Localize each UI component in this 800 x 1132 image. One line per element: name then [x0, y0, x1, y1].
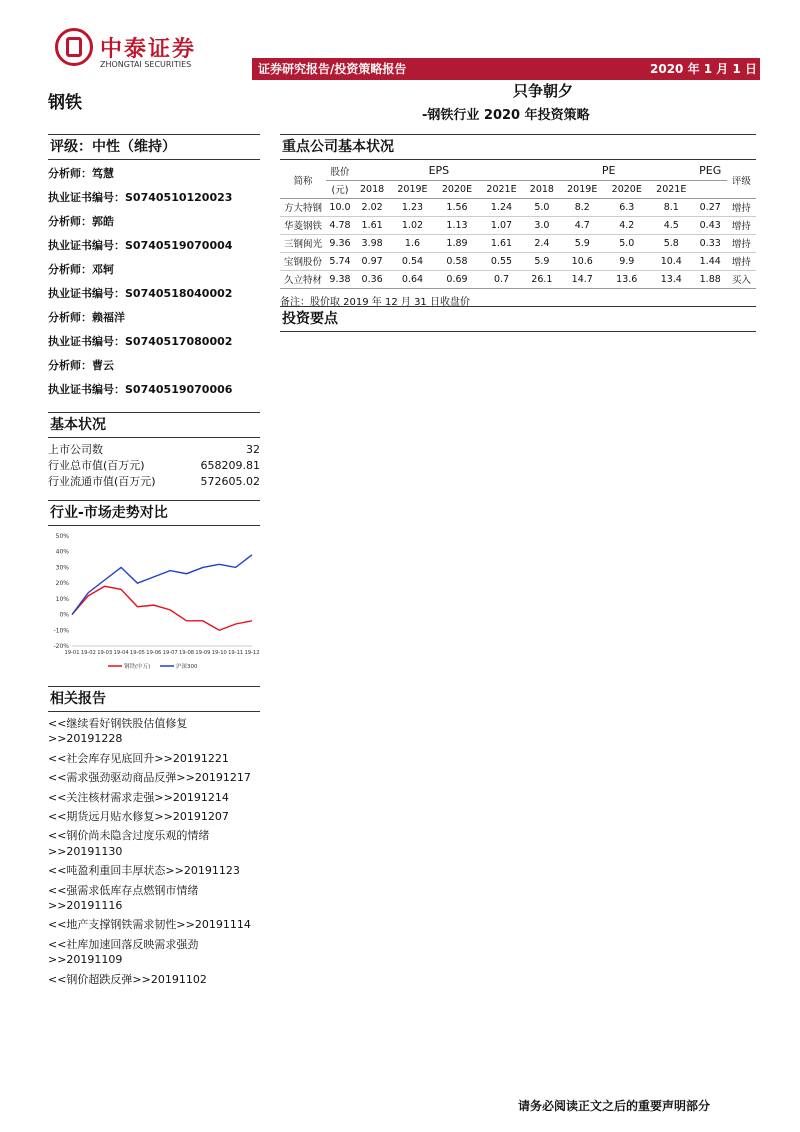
series-line-0 [72, 586, 252, 630]
y-tick-label: 0% [59, 611, 69, 619]
x-tick-label: 19-01 [64, 650, 80, 656]
footer-note: 请务必阅读正文之后的重要声明部分 [518, 1099, 711, 1113]
col-peg: PEG [699, 164, 722, 178]
table-row: 华菱钢铁 4.78 1.61 1.02 1.13 1.07 3.0 4.7 4.2 4.5 0.43 增持 [280, 216, 756, 234]
y-tick-label: 50% [55, 533, 69, 540]
x-tick-label: 19-03 [97, 650, 113, 656]
x-tick-label: 19-09 [195, 650, 211, 656]
x-tick-label: 19-06 [146, 650, 162, 656]
cert-label: 执业证书编号：S0740518040002 [48, 287, 233, 300]
analyst-list [48, 162, 260, 402]
related-report-link[interactable]: <<继续看好钢铁股估值修复>>20191228 [48, 717, 188, 746]
legend-label: 钢铁(中万) [124, 664, 151, 670]
x-tick-label: 19-04 [113, 650, 129, 656]
trend-chart [48, 528, 260, 678]
y-tick-label: 30% [55, 564, 69, 572]
related-reports [48, 716, 260, 987]
analyst-label: 分析师：邓轲 [48, 263, 114, 276]
related-report-link[interactable]: <<社会库存见底回升>>20191221 [48, 751, 229, 765]
basic-status-title: 基本状况 [48, 412, 260, 438]
cert-label: 执业证书编号：S0740519070004 [48, 239, 233, 252]
company-name-en: ZHONGTAI SECURITIES [100, 60, 192, 69]
cert-label: 执业证书编号：S0740519070006 [48, 383, 233, 396]
table-note: 备注：股价取 2019 年 12 月 31 日收盘价 [280, 296, 470, 308]
col-eps: EPS [428, 164, 450, 178]
related-report-link[interactable]: <<期货远月贴水修复>>20191207 [48, 810, 229, 824]
table-row: 久立特材 9.38 0.36 0.64 0.69 0.7 26.1 14.7 13.6 13.4 1.88 买入 [280, 270, 756, 288]
col-name: 简称 [293, 175, 313, 187]
series-line-1 [72, 555, 252, 615]
y-tick-label: -10% [53, 627, 69, 635]
y-tick-label: 40% [55, 548, 69, 556]
table-row: 方大特钢 10.0 2.02 1.23 1.56 1.24 5.0 8.2 6.3 8.1 0.27 增持 [280, 198, 756, 216]
x-tick-label: 19-05 [129, 650, 145, 656]
report-type: 证券研究报告/投资策略报告 [258, 62, 407, 76]
related-report-link[interactable]: <<地产支撑钢铁需求韧性>>20191114 [48, 918, 251, 932]
related-report-link[interactable]: <<吨盈利重回丰厚状态>>20191123 [48, 864, 240, 878]
industry-name: 钢铁 [48, 93, 82, 113]
table-row: 三钢闽光 9.36 3.98 1.6 1.89 1.61 2.4 5.9 5.0 5.8 0.33 增持 [280, 234, 756, 252]
related-reports-title: 相关报告 [48, 686, 260, 712]
table-row: 宝钢股份 5.74 0.97 0.54 0.58 0.55 5.9 10.6 9.9 10.4 1.44 增持 [280, 252, 756, 270]
analyst-label: 分析师：郭皓 [48, 215, 114, 228]
analyst-label: 分析师：赖福洋 [48, 311, 125, 324]
related-report-link[interactable]: <<需求强劲驱动商品反弹>>20191217 [48, 771, 251, 785]
x-tick-label: 19-07 [162, 650, 178, 656]
analyst-label: 分析师：笃慧 [48, 167, 114, 180]
companies-title: 重点公司基本状况 [280, 134, 756, 160]
y-tick-label: 20% [55, 580, 69, 588]
col-price: 股价 [330, 166, 350, 178]
report-title: 只争朝夕 [513, 82, 574, 100]
report-date: 2020 年 1 月 1 日 [650, 62, 757, 76]
related-report-link[interactable]: <<钢价尚未隐含过度乐观的情绪>>20191130 [48, 829, 210, 858]
legend-label: 沪深300 [176, 664, 198, 670]
cert-label: 执业证书编号：S0740517080002 [48, 335, 233, 348]
x-tick-label: 19-10 [211, 650, 227, 656]
related-report-link[interactable]: <<关注核材需求走强>>20191214 [48, 790, 229, 804]
rating: 评级：中性（维持） [48, 134, 260, 160]
companies-table: 简称 股价 EPS PE PEG 评级 (元) 2018 2019E 2020E 2021E 2018 2019E 2020E 2021E 方大特钢 10.0 2.02 1.23 1.56 1.24 5.0 8.2 6.3 8.1 0.27 增持 华菱钢铁 4.78 1.61 1.02 1.13 1.07 3.0 4.7 4.2 4.5 0.43 增持 三钢闽光 9.36 3.98 1.6 1.89 1.61 2.4 5.9 5.0 5.8 0.33 增持 宝钢股份 5.74 0.97 0.54 0.58 0.55 5.9 10.6 9.9 10.4 1.44 增持 久立特材 9.38 0.36 0.64 0.69 0.7 26.1 14.7 13.6 13.4 1.88 买入 [280, 162, 756, 289]
related-report-link[interactable]: <<社库加速回落反映需求强劲>>20191109 [48, 937, 199, 967]
points-title: 投资要点 [280, 306, 756, 332]
basic-status: 上市公司数 32 行业总市值(百万元) 658209.81 行业流通市值(百万元) 572605.02 [48, 443, 260, 488]
x-tick-label: 19-02 [80, 650, 96, 656]
analyst-label: 分析师：曹云 [48, 359, 114, 372]
report-subtitle: -钢铁行业 2020 年投资策略 [422, 108, 590, 123]
related-report-link[interactable]: <<强需求低库存点燃钢市情绪>>20191116 [48, 883, 199, 913]
related-report-link[interactable]: <<钢价超跌反弹>>20191102 [48, 972, 207, 986]
x-tick-label: 19-11 [228, 650, 244, 656]
y-tick-label: -20% [53, 643, 69, 650]
col-rating: 评级 [731, 175, 751, 187]
company-name-cn: 中泰证券 [100, 37, 197, 62]
x-tick-label: 19-08 [179, 650, 195, 656]
company-logo [55, 28, 93, 66]
trend-chart-title: 行业-市场走势对比 [48, 500, 260, 526]
x-tick-label: 19-12 [244, 650, 260, 656]
cert-label: 执业证书编号：S0740510120023 [48, 191, 233, 204]
y-tick-label: 10% [55, 595, 69, 603]
col-pe: PE [601, 164, 616, 178]
